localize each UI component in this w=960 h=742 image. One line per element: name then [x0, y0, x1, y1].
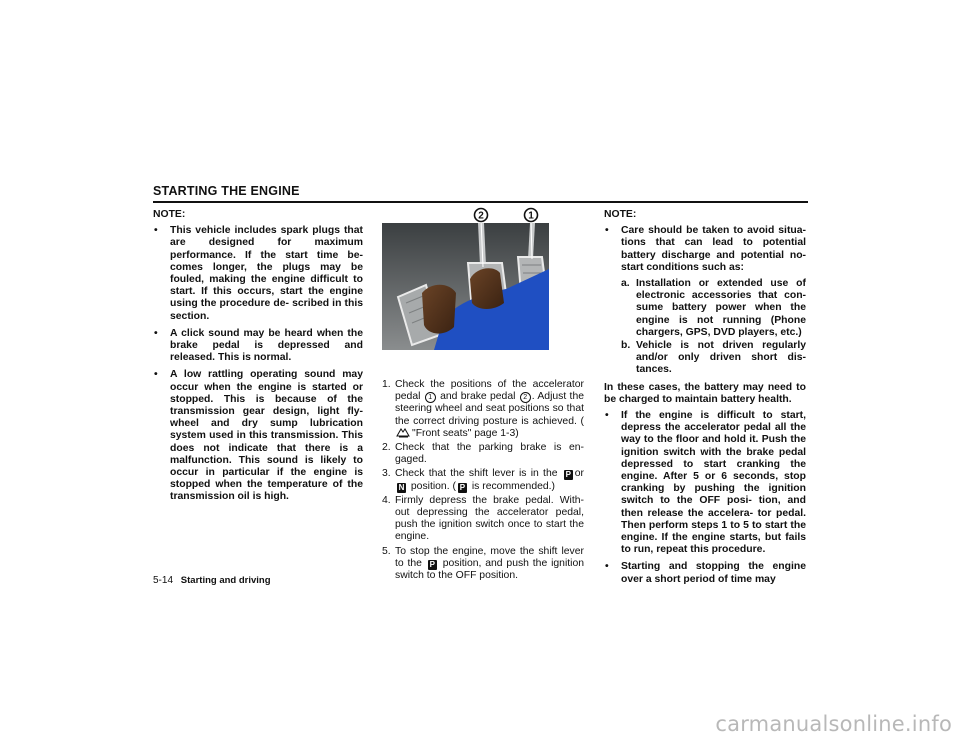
bullet-dot: •	[605, 410, 609, 422]
starting-steps-list	[382, 379, 584, 582]
section-rule	[153, 201, 808, 203]
page-footer	[153, 575, 271, 586]
bullet-dot: •	[154, 369, 158, 381]
battery-condition-b: b. Vehicle is not driven regularly and/or only driven short dis- tances.	[621, 340, 806, 376]
callout-1-marker: 1	[425, 392, 436, 403]
note-bullet-battery-discharge: • Care should be taken to avoid situa- tions that can lead to potential battery discharge and potential no- start conditions such as: a. Installation or extended use of electronic accessories that con- sume battery power when the engine is not running (Phone chargers, GPS, DVD players, etc.) b. Vehicle is not driven regularly and/or only driven short dis- tances.	[605, 225, 806, 376]
battery-condition-a: a. Installation or extended use of electronic accessories that con- sume battery power when the engine is not running (Phone chargers, GPS, DVD players, etc.)	[621, 278, 806, 338]
battery-health-note: In these cases, the battery may need to be charged to maintain battery health.	[604, 381, 806, 405]
left-column	[153, 209, 363, 509]
callout-2-label: 2	[478, 210, 484, 222]
gear-p-icon: P	[459, 482, 466, 492]
note-bullet-difficult-start: • If the engine is difficult to start, depress the accelerator pedal all the way to the floor and hold it. Push the ignition switch with the brake pedal depressed to start cranking the engine. After 5 or 6 seconds, stop cranking by pushing the ignition switch to the OFF posi- tion, and then release the accelera- tor pedal. Then perform steps 1 to 5 to start the engine. If the engine starts, but fails to run, repeat this procedure.	[605, 410, 806, 556]
bullet-dot: •	[605, 225, 609, 237]
pedal-illustration	[382, 207, 549, 350]
section-title: STARTING THE ENGINE	[153, 184, 300, 198]
step-4: 4. Firmly depress the brake pedal. With- out depressing the accelerator pedal, push the ignition switch once to start the engine.	[382, 494, 584, 543]
callout-1-label: 1	[528, 210, 534, 222]
note-bullet-list	[153, 225, 363, 503]
note-bullet-start-stop: • Starting and stopping the engine over a short period of time may	[605, 561, 806, 585]
note-bullet-spark-plugs: • This vehicle includes spark plugs that are designed for maximum performance. If the start time be- comes longer, the plugs may be fouled, making the engine difficult to start. If this occurs, start the engine using the procedure de- scribed in this section.	[154, 225, 363, 322]
bullet-dot: •	[605, 561, 609, 573]
bullet-dot: •	[154, 327, 158, 339]
watermark-link[interactable]: carmanualsonline.info	[715, 712, 952, 736]
bullet-dot: •	[154, 225, 158, 237]
step-1: 1. Check the positions of the accelerator pedal 1 and brake pedal 2 . Adjust the steering wheel and seat positions so that the correct driving posture is achieved. ("Front seats" page 1-3)	[382, 379, 584, 439]
gear-p-icon: P	[565, 470, 571, 480]
driver-shoe-right	[470, 268, 504, 309]
gear-n-icon: N	[398, 482, 405, 492]
middle-column	[382, 379, 584, 584]
note-bullet-rattling-sound: • A low rattling operating sound may occur when the engine is started or stopped. This is because of the transmission gear design, light fly- wheel and dry sump lubrication system used in this transmission. This does not indicate that there is a malfunction. This sound is likely to occur in particular if the engine is stopped when the temperature of the transmission oil is high.	[154, 369, 363, 503]
note-label: NOTE:	[604, 209, 637, 220]
gear-p-icon: P	[429, 559, 435, 569]
battery-condition-list	[621, 278, 806, 377]
step-3: 3. Check that the shift lever is in the P or N position. ( P is recommended.)	[382, 468, 584, 492]
right-note-bullet-list-2	[604, 410, 806, 586]
callout-2-marker: 2	[520, 392, 531, 403]
page-reference-icon	[396, 428, 411, 438]
step-2: 2. Check that the parking brake is en- gaged.	[382, 442, 584, 466]
step-5: 5. To stop the engine, move the shift lever to the P position, and push the ignition switch to the OFF position.	[382, 545, 585, 582]
chapter-name: Starting and driving	[180, 575, 271, 586]
note-label: NOTE:	[153, 209, 186, 220]
page-number: 5-14	[153, 575, 174, 586]
right-column	[604, 209, 806, 591]
driver-shoe-left	[422, 285, 456, 334]
right-note-bullet-list	[604, 225, 806, 376]
note-bullet-click-sound: • A click sound may be heard when the brake pedal is depressed and released. This is normal.	[154, 327, 363, 364]
